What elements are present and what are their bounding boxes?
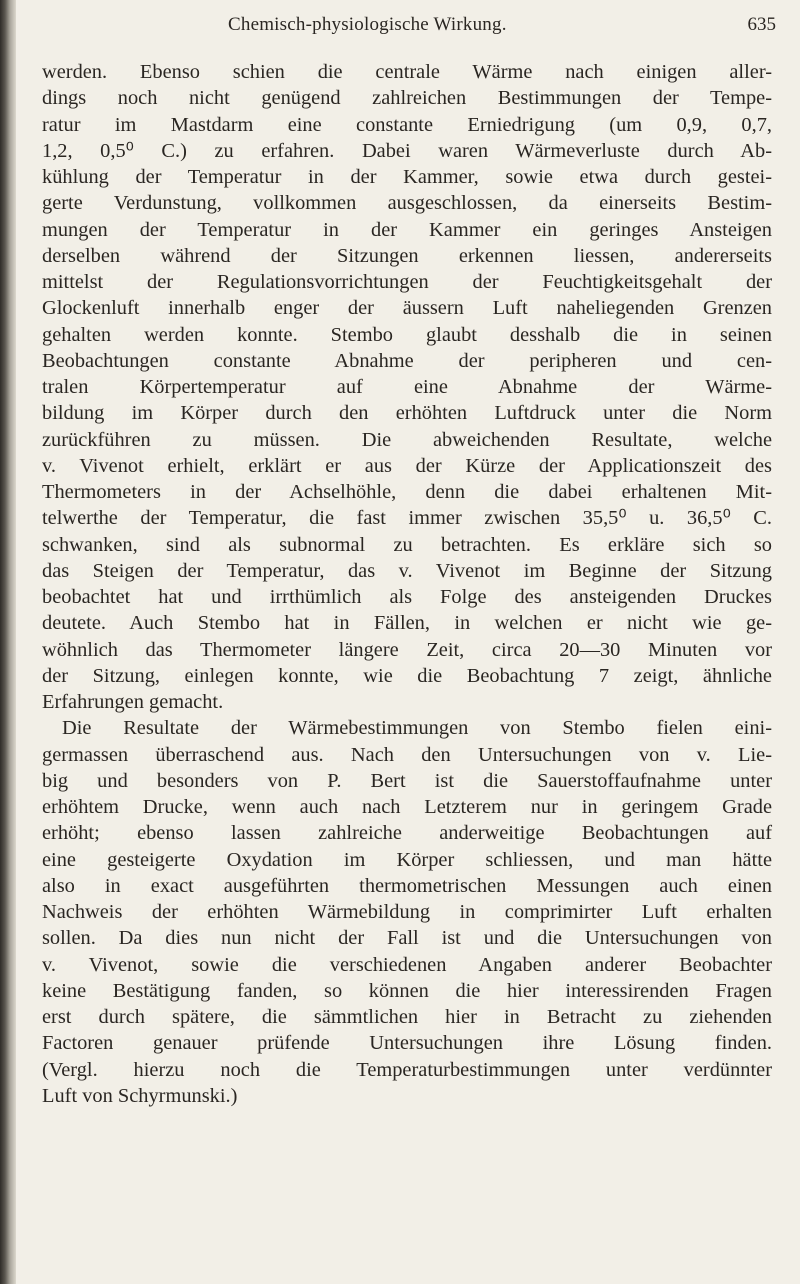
text-line: Die Resultate der Wärmebestimmungen von Stembo fielen eini- <box>62 717 772 740</box>
text-line: bildung im Körper durch den erhöhten Luftdruck unter die Norm <box>42 402 772 425</box>
text-line: der Sitzung, einlegen konnte, wie die Beobachtung 7 zeigt, ähnliche <box>42 664 772 687</box>
text-line: werden. Ebenso schien die centrale Wärme nach einigen aller- <box>42 61 772 83</box>
text-line: mungen der Temperatur in der Kammer ein geringes Ansteigen <box>42 218 772 241</box>
text-line: dings noch nicht genügend zahlreichen Bestimmungen der Tempe- <box>42 87 772 110</box>
text-line: big und besonders von P. Bert ist die Sauerstoffaufnahme unter <box>42 769 772 792</box>
text-line: erhöhtem Drucke, wenn auch nach Letzterem nur in geringem Grade <box>42 796 772 818</box>
text-line: telwerthe der Temperatur, die fast immer zwischen 35,5⁰ u. 36,5⁰ C. <box>42 507 772 530</box>
text-line: schwanken, sind als subnormal zu betrachten. Es erkläre sich so <box>42 533 772 556</box>
text-line: beobachtet hat und irrthümlich als Folge des ansteigenden Druckes <box>42 586 772 608</box>
text-line: v. Vivenot, sowie die verschiedenen Angaben anderer Beobachter <box>42 953 772 976</box>
running-head-title: Chemisch-physiologische Wirkung. <box>228 14 507 35</box>
text-line: erst durch spätere, die sämmtlichen hier in Betracht zu ziehenden <box>42 1006 772 1028</box>
text-line: derselben während der Sitzungen erkennen liessen, andererseits <box>42 244 772 267</box>
text-line: (Vergl. hierzu noch die Temperaturbestimmungen unter verdünnter <box>42 1058 772 1081</box>
text-line: Glockenluft innerhalb enger der äussern Luft naheliegenden Grenzen <box>42 297 772 320</box>
text-line: tralen Körpertemperatur auf eine Abnahme der Wärme- <box>42 376 772 398</box>
text-line: Erfahrungen gemacht. <box>42 691 224 713</box>
text-line: keine Bestätigung fanden, so können die hier interessirenden Fragen <box>42 979 772 1002</box>
text-line: zurückführen zu müssen. Die abweichenden Resultate, welche <box>42 428 772 451</box>
text-line: erhöht; ebenso lassen zahlreiche anderweitige Beobachtungen auf <box>42 822 772 845</box>
text-line: deutete. Auch Stembo hat in Fällen, in welchen er nicht wie ge- <box>42 612 772 635</box>
text-line: ratur im Mastdarm eine constante Erniedrigung (um 0,9, 0,7, <box>42 113 772 136</box>
body-text <box>42 59 772 1109</box>
text-line: sollen. Da dies nun nicht der Fall ist und die Untersuchungen von <box>42 927 772 950</box>
text-line: das Steigen der Temperatur, das v. Vivenot im Beginne der Sitzung <box>42 559 772 582</box>
text-line: Nachweis der erhöhten Wärmebildung in comprimirter Luft erhalten <box>42 901 772 923</box>
book-page <box>16 0 800 1284</box>
text-line: Thermometers in der Achselhöhle, denn die dabei erhaltenen Mit- <box>42 481 772 503</box>
text-line: 1,2, 0,5⁰ C.) zu erfahren. Dabei waren Wärmeverluste durch Ab- <box>42 139 772 162</box>
text-line: Factoren genauer prüfende Untersuchungen ihre Lösung finden. <box>42 1032 772 1055</box>
text-line: v. Vivenot erhielt, erklärt er aus der Kürze der Applicationszeit des <box>42 454 772 477</box>
text-line: gehalten werden konnte. Stembo glaubt desshalb die in seinen <box>42 323 772 346</box>
text-line: gerte Verdunstung, vollkommen ausgeschlossen, da einerseits Bestim- <box>42 192 772 215</box>
page-number: 635 <box>747 14 776 35</box>
text-line: mittelst der Regulationsvorrichtungen der Feuchtigkeitsgehalt der <box>42 271 772 293</box>
text-line: also in exact ausgeführten thermometrischen Messungen auch einen <box>42 874 772 897</box>
text-line: kühlung der Temperatur in der Kammer, sowie etwa durch gestei- <box>42 166 772 188</box>
text-line: eine gesteigerte Oxydation im Körper schliessen, und man hätte <box>42 848 772 871</box>
text-line: Beobachtungen constante Abnahme der peripheren und cen- <box>42 349 772 372</box>
text-line: germassen überraschend aus. Nach den Untersuchungen von v. Lie- <box>42 743 772 766</box>
text-line: wöhnlich das Thermometer längere Zeit, circa 20—30 Minuten vor <box>42 638 772 661</box>
text-line: Luft von Schyrmunski.) <box>42 1084 238 1107</box>
book-binding-edge <box>0 0 16 1284</box>
